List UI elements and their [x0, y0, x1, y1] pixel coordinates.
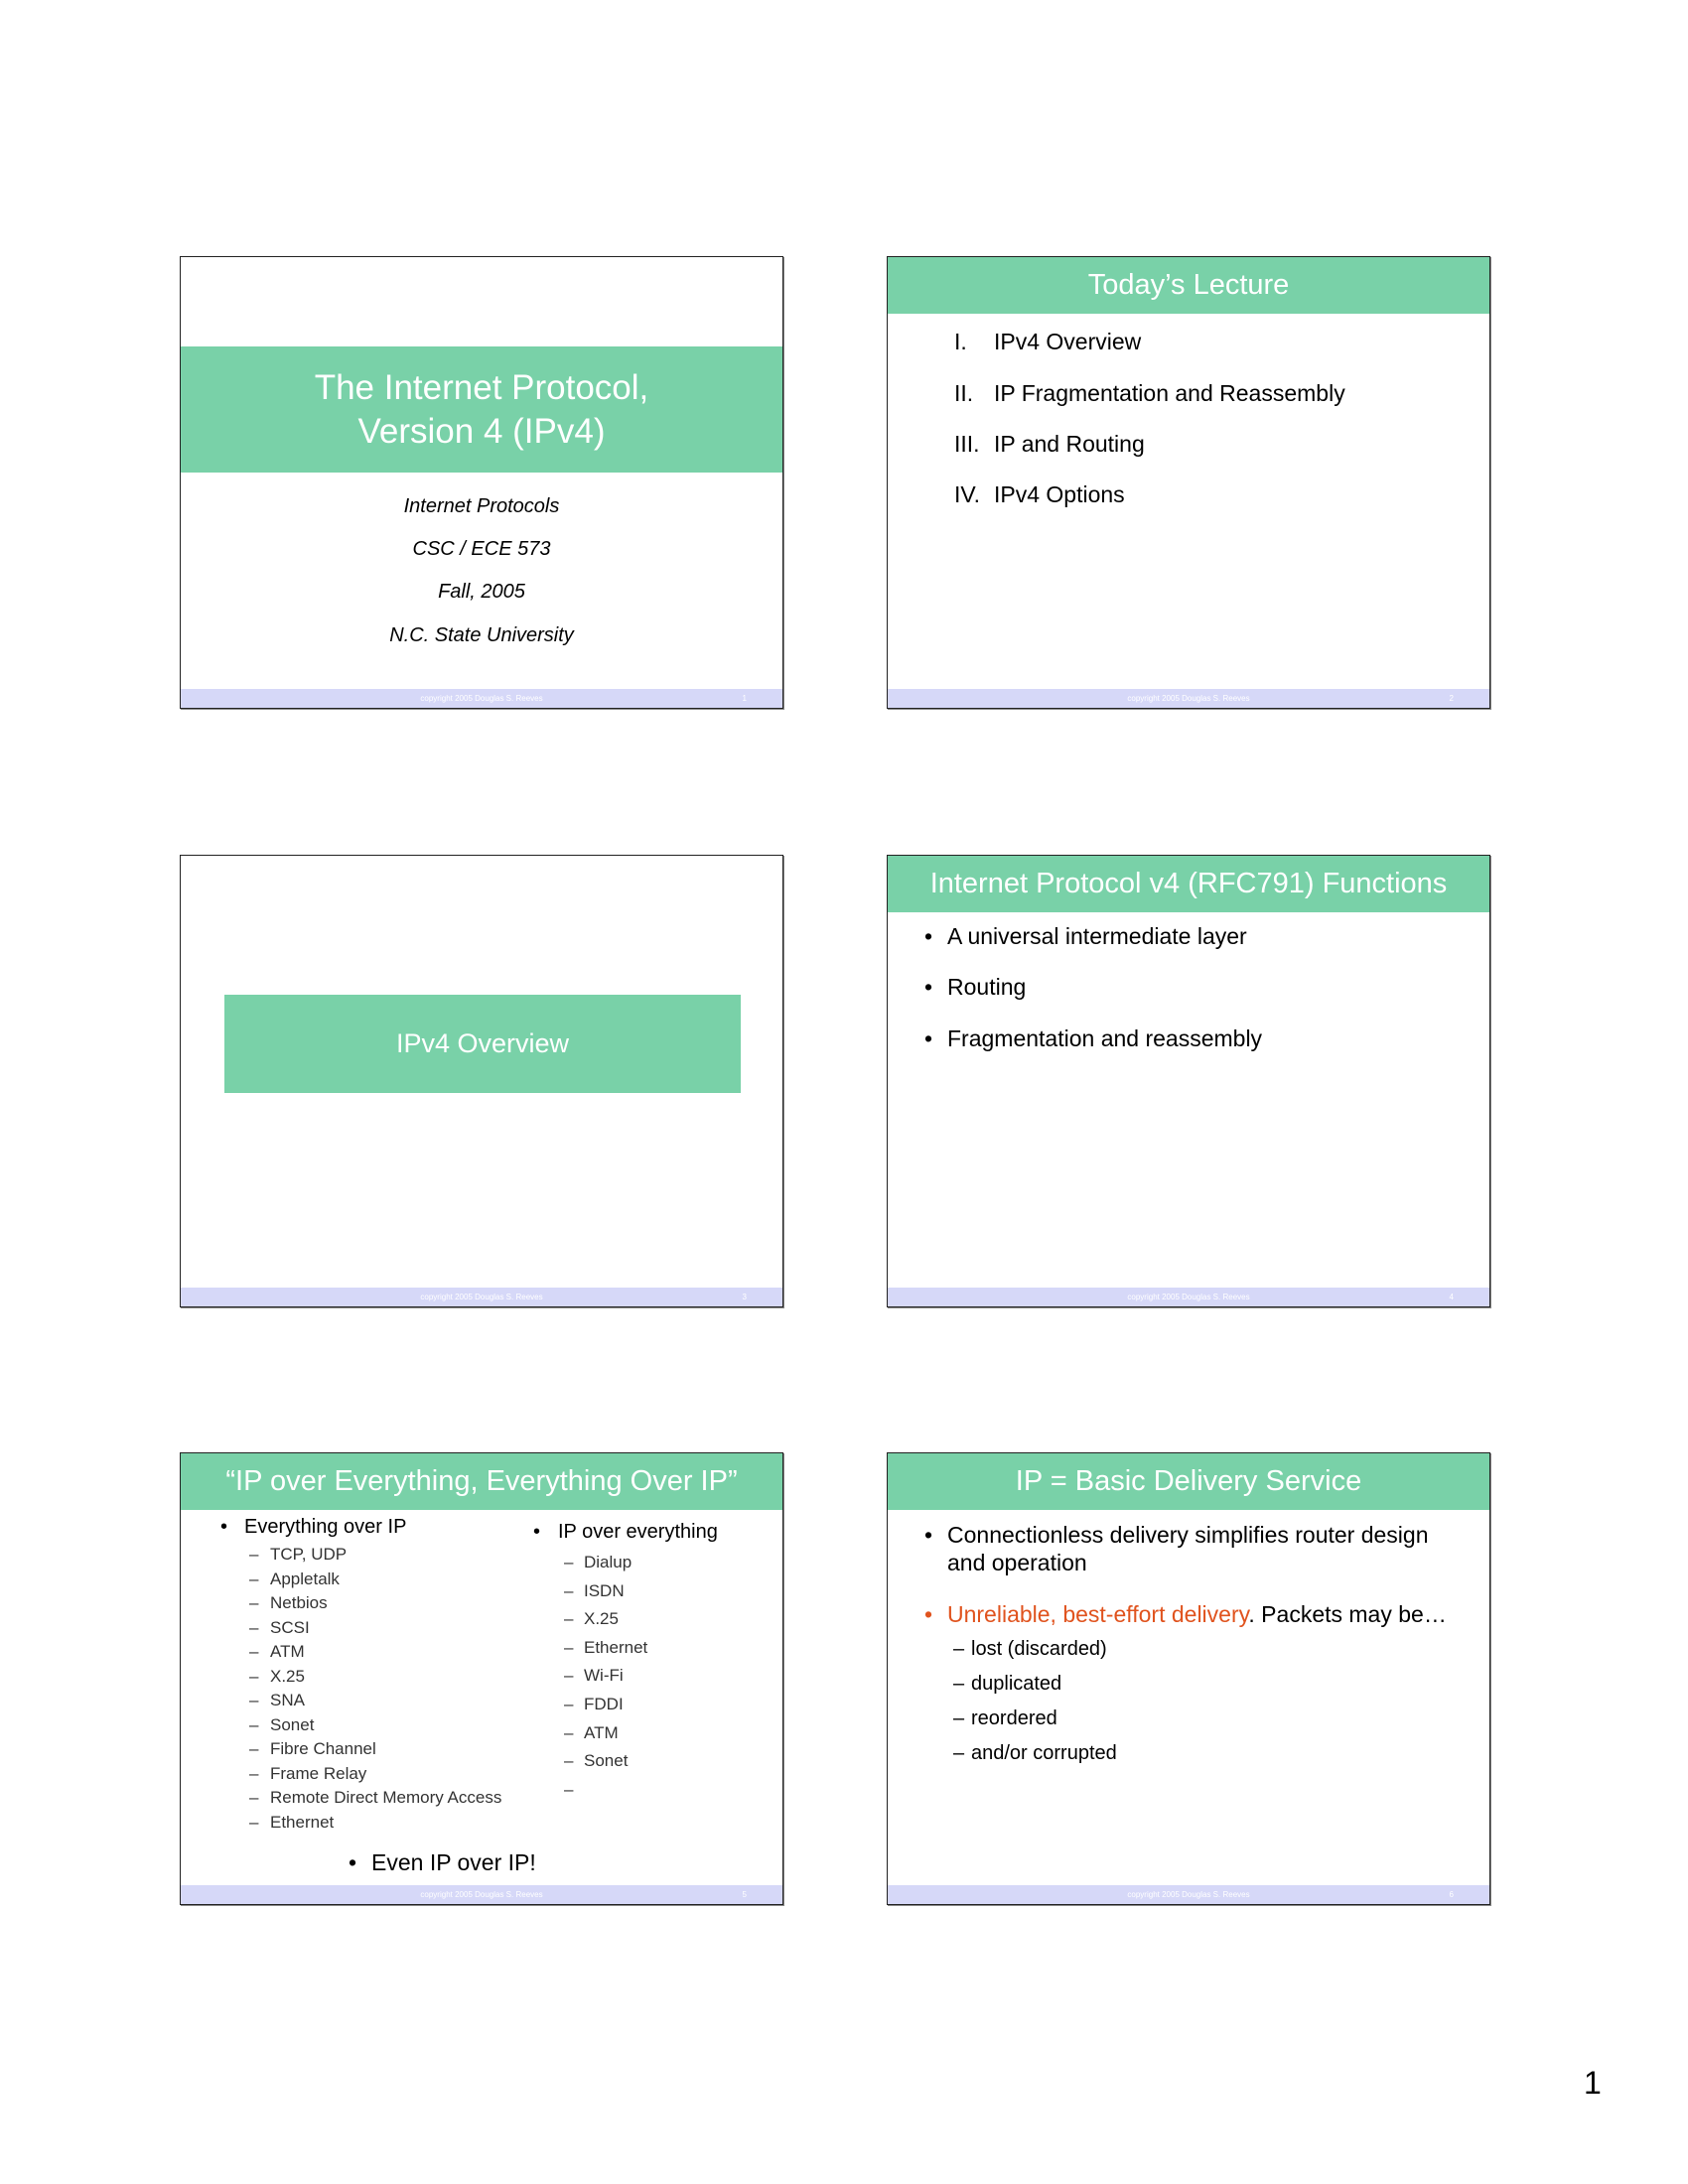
dash-icon: – [953, 1742, 965, 1764]
right-heading: IP over everything [558, 1521, 718, 1543]
sub-item: Netbios [270, 1593, 328, 1612]
sub-item: ATM [584, 1722, 619, 1742]
slide-1 [180, 256, 783, 709]
list-num: I. [954, 329, 967, 354]
sub-item: reordered [971, 1707, 1057, 1729]
sub-item: Frame Relay [270, 1763, 367, 1783]
dash-icon: – [564, 1666, 574, 1686]
sub-item: Fibre Channel [270, 1739, 376, 1758]
dash-icon: – [564, 1751, 574, 1771]
slide-title: Today’s Lecture [888, 257, 1489, 314]
slide-number: 1 [742, 694, 747, 703]
list-item: IP and Routing [994, 431, 1145, 457]
sub-item: Ethernet [270, 1812, 335, 1832]
sub-item: SCSI [270, 1617, 310, 1637]
left-heading: Everything over IP [244, 1516, 407, 1538]
list-num: IV. [954, 481, 981, 507]
slide-number: 3 [742, 1293, 747, 1301]
title-band [181, 346, 782, 473]
dash-icon: – [249, 1714, 259, 1734]
subtitle: N.C. State University [389, 624, 574, 646]
bullet-icon: • [220, 1516, 228, 1538]
bullet-text: and operation [947, 1550, 1087, 1575]
dash-icon: – [564, 1553, 574, 1571]
list-item: IPv4 Options [994, 481, 1125, 507]
dash-icon: – [249, 1812, 259, 1832]
slide-6 [887, 1452, 1490, 1905]
slide-3 [180, 855, 783, 1307]
highlight-text: Unreliable, best-effort delivery [947, 1601, 1249, 1627]
sub-item: ISDN [584, 1580, 625, 1600]
sub-item: duplicated [971, 1673, 1062, 1695]
sub-item: X.25 [270, 1666, 305, 1686]
copyright: copyright 2005 Douglas S. Reeves [420, 1890, 543, 1899]
sub-item: Remote Direct Memory Access [270, 1788, 502, 1807]
bullet-icon: • [924, 1522, 933, 1548]
dash-icon: – [249, 1593, 259, 1612]
subtitle: Fall, 2005 [438, 581, 525, 603]
bullet-text: . Packets may be… [1248, 1601, 1447, 1627]
dash-icon: – [564, 1779, 574, 1799]
sub-item: FDDI [584, 1695, 624, 1713]
slide-number: 2 [1449, 694, 1454, 703]
slide-2 [887, 256, 1490, 709]
dash-icon: – [564, 1722, 574, 1742]
copyright: copyright 2005 Douglas S. Reeves [1127, 694, 1250, 703]
bullet-icon: • [924, 974, 933, 1000]
copyright: copyright 2005 Douglas S. Reeves [420, 1293, 543, 1301]
dash-icon: – [249, 1545, 259, 1564]
copyright: copyright 2005 Douglas S. Reeves [420, 694, 543, 703]
title-line: Version 4 (IPv4) [357, 411, 606, 451]
sub-item: X.25 [584, 1609, 619, 1629]
dash-icon: – [953, 1707, 965, 1729]
sub-item: and/or corrupted [971, 1742, 1117, 1764]
sub-item: Wi-Fi [584, 1666, 624, 1686]
bullet-text: Fragmentation and reassembly [947, 1025, 1263, 1051]
slide-5 [180, 1452, 783, 1905]
subtitle: Internet Protocols [403, 495, 560, 517]
slide-title: “IP over Everything, Everything Over IP” [181, 1453, 782, 1510]
bullet-icon: • [924, 1025, 933, 1051]
copyright: copyright 2005 Douglas S. Reeves [1127, 1293, 1250, 1301]
sub-item: ATM [270, 1642, 305, 1661]
slide-title: Internet Protocol v4 (RFC791) Functions [888, 856, 1489, 912]
dash-icon: – [564, 1637, 574, 1657]
slide-title: IP = Basic Delivery Service [888, 1453, 1489, 1510]
page-number: 1 [1584, 2065, 1602, 2101]
list-item: IP Fragmentation and Reassembly [994, 380, 1345, 406]
slide-footer [181, 1288, 782, 1306]
dash-icon: – [564, 1580, 574, 1600]
sub-item: Ethernet [584, 1637, 648, 1657]
title-line: The Internet Protocol, [314, 367, 649, 407]
dash-icon: – [249, 1788, 259, 1807]
bullet-text: Routing [947, 974, 1027, 1000]
section-title: IPv4 Overview [224, 995, 741, 1093]
slide-number: 5 [742, 1890, 747, 1899]
subtitle: CSC / ECE 573 [412, 538, 551, 560]
slide-footer [888, 689, 1489, 708]
dash-icon: – [249, 1666, 259, 1686]
slide-number: 6 [1449, 1890, 1454, 1899]
sub-item: Sonet [270, 1714, 315, 1734]
dash-icon: – [249, 1617, 259, 1637]
dash-icon: – [249, 1691, 259, 1709]
slide-footer [181, 1885, 782, 1904]
sub-item: TCP, UDP [270, 1545, 348, 1564]
dash-icon: – [953, 1638, 965, 1660]
copyright: copyright 2005 Douglas S. Reeves [1127, 1890, 1250, 1899]
sub-item: lost (discarded) [971, 1638, 1107, 1660]
bottom-bullet: Even IP over IP! [371, 1849, 536, 1875]
list-num: II. [954, 380, 974, 406]
bullet-icon: • [924, 923, 933, 949]
list-item: IPv4 Overview [994, 329, 1142, 354]
dash-icon: – [249, 1642, 259, 1661]
dash-icon: – [249, 1569, 259, 1588]
bullet-text: A universal intermediate layer [947, 923, 1247, 949]
sub-item: Dialup [584, 1553, 633, 1571]
sub-item: SNA [270, 1691, 305, 1709]
dash-icon: – [249, 1739, 259, 1758]
bullet-text: Connectionless delivery simplifies router design [947, 1522, 1429, 1548]
slide-number: 4 [1449, 1293, 1454, 1301]
dash-icon: – [564, 1609, 574, 1629]
slide-footer [888, 1288, 1489, 1306]
slide-footer [888, 1885, 1489, 1904]
sub-item: Sonet [584, 1751, 629, 1771]
dash-icon: – [953, 1673, 965, 1695]
bullet-icon: • [533, 1521, 541, 1543]
sub-item: Appletalk [270, 1569, 340, 1588]
bullet-icon: • [924, 1601, 933, 1627]
slide-footer [181, 689, 782, 708]
dash-icon: – [249, 1763, 259, 1783]
bullet-icon: • [349, 1849, 357, 1875]
slide-4 [887, 855, 1490, 1307]
list-num: III. [954, 431, 980, 457]
dash-icon: – [564, 1695, 574, 1713]
